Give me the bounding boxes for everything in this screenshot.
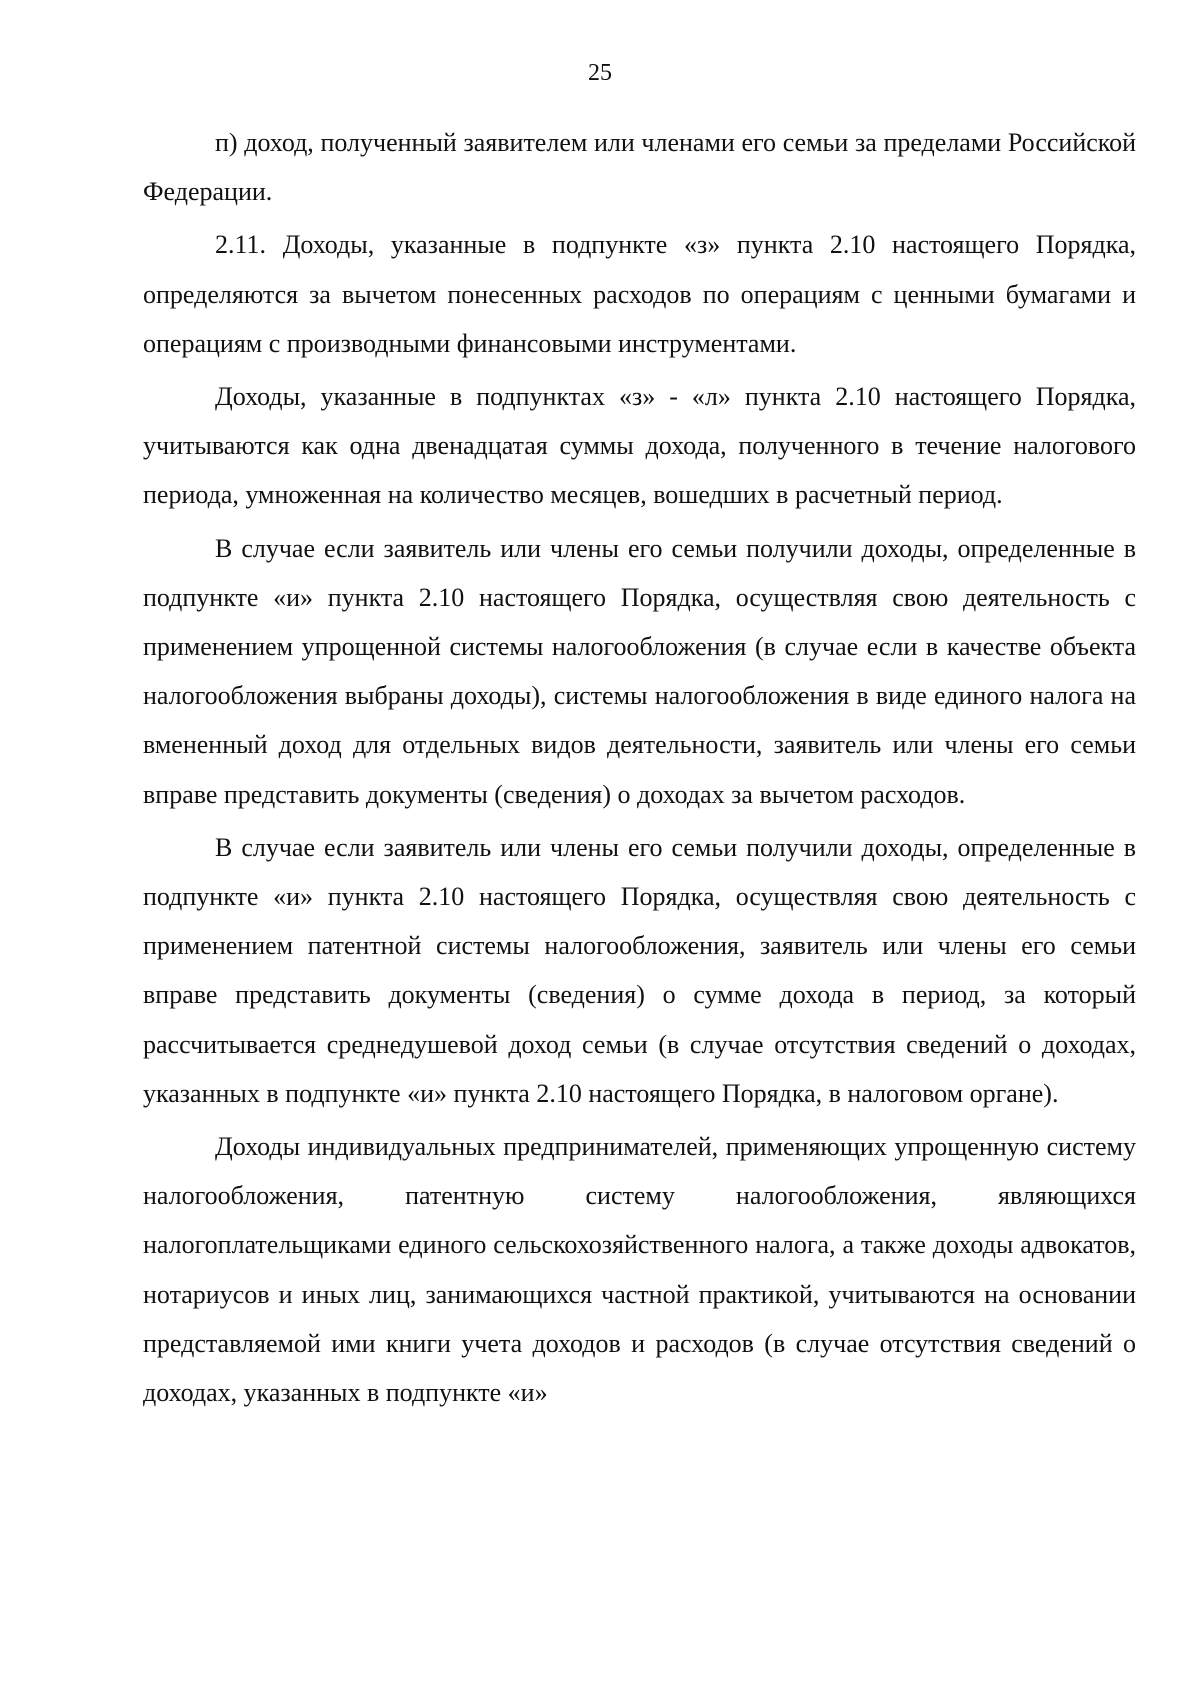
paragraph-income-twelfth: Доходы, указанные в подпунктах «з» - «л» пункта 2.10 настоящего Порядка, учитываются как одна двенадцатая суммы дохода, полученного в течение налогового периода, умноженная на количество месяцев, вошедших в расчетный период. [143,382,1136,510]
paragraph-2-11: 2.11. Доходы, указанные в подпункте «з» пункта 2.10 настоящего Порядка, определяются за вычетом понесенных расходов по операциям с ценными бумагами и операциям с производными финансовыми инструментами. [143,230,1136,358]
page-number: 25 [588,60,612,86]
paragraph-item-p: п) доход, полученный заявителем или членами его семьи за пределами Российской Федерации. [143,128,1136,207]
paragraph-simplified-tax-system: В случае если заявитель или члены его семьи получили доходы, определенные в подпункте «и» пункта 2.10 настоящего Порядка, осуществляя свою деятельность с применением упрощенной системы налогообложения (в случае если в качестве объекта налогообложения выбраны доходы), системы налогообложения в виде единого налога на вмененный доход для отдельных видов деятельности, заявитель или члены его семьи вправе представить документы (сведения) о доходах за вычетом расходов. [143,533,1136,809]
document-body [143,118,1136,1417]
paragraph-patent-tax-system: В случае если заявитель или члены его семьи получили доходы, определенные в подпункте «и» пункта 2.10 настоящего Порядка, осуществляя свою деятельность с применением патентной системы налогообложения, заявитель или члены его семьи вправе представить документы (сведения) о сумме дохода в период, за который рассчитывается среднедушевой доход семьи (в случае отсутствия сведений о доходах, указанных в подпункте «и» пункта 2.10 настоящего Порядка, в налоговом органе). [143,832,1136,1108]
paragraph-entrepreneurs-income: Доходы индивидуальных предпринимателей, применяющих упрощенную систему налогообложения, патентную систему налогообложения, являющихся налогоплательщиками единого сельскохозяйственного налога, а также доходы адвокатов, нотариусов и иных лиц, занимающихся частной практикой, учитываются на основании представляемой ими книги учета доходов и расходов (в случае отсутствия сведений о доходах, указанных в подпункте «и» [143,1132,1136,1408]
